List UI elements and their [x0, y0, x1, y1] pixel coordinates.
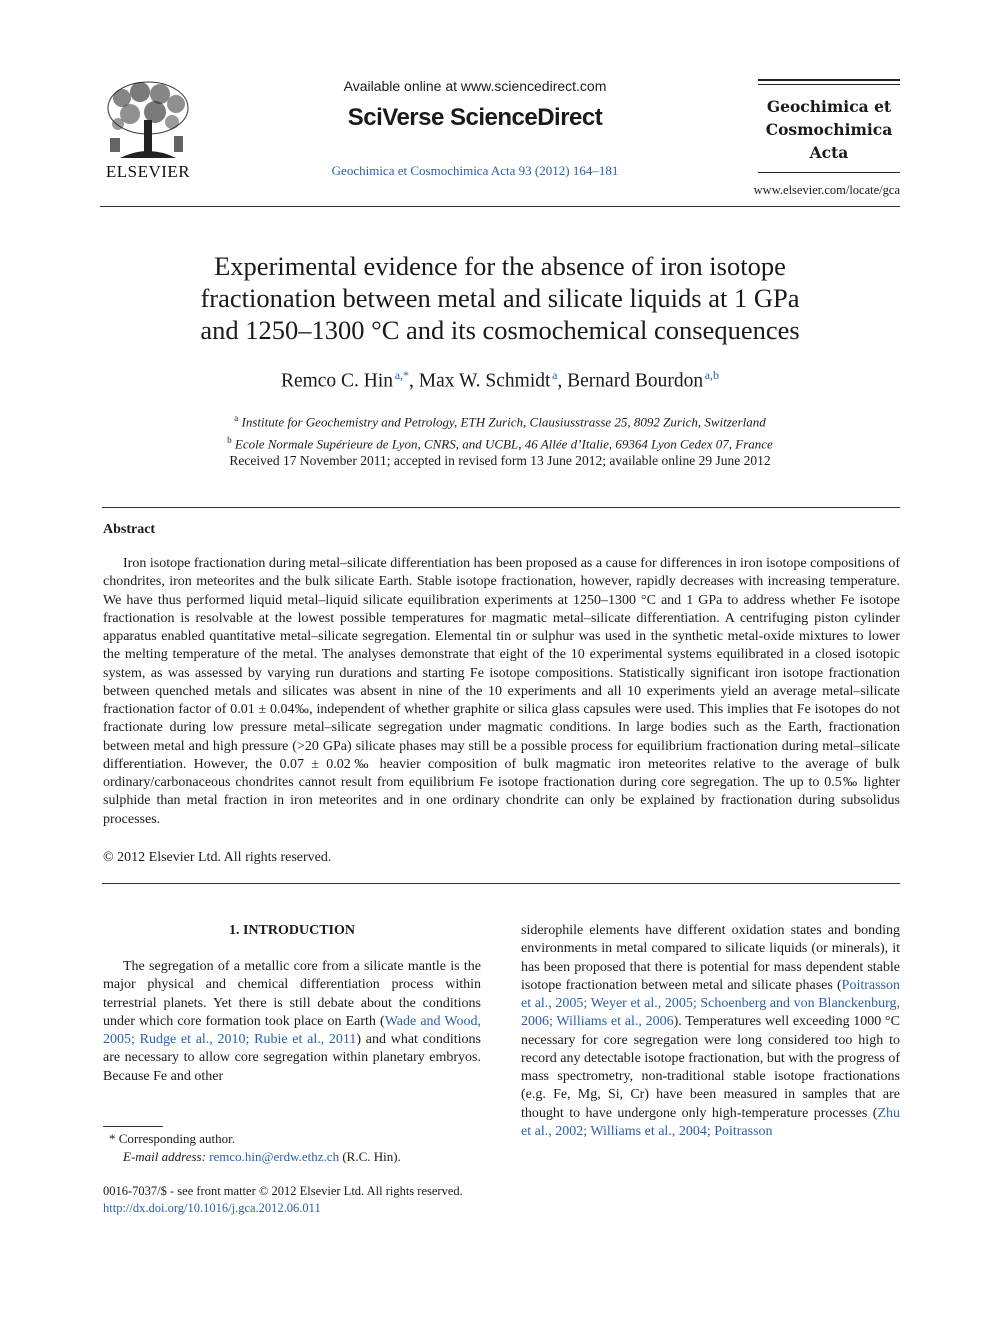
journal-box-rule — [758, 79, 900, 81]
journal-name-line: Geochimica et — [766, 97, 892, 116]
abstract-top-divider — [102, 507, 900, 508]
email-label: E-mail address: — [123, 1149, 206, 1164]
affiliation-text: Institute for Geochemistry and Petrology, ETH Zurich, Clausiusstrasse 25, 8092 Zurich, Switzerland — [241, 414, 766, 430]
abstract-heading: Abstract — [103, 522, 156, 537]
journal-name-line: Acta — [809, 143, 849, 162]
tree-icon — [100, 78, 196, 162]
platform-name: SciVerse ScienceDirect — [347, 104, 603, 131]
journal-url[interactable]: www.elsevier.com/locate/gca — [753, 183, 900, 197]
author-affil-sup[interactable]: a,* — [394, 368, 410, 382]
title-line: fractionation between metal and silicate liquids at 1 GPa — [200, 283, 800, 313]
author-list — [100, 368, 900, 393]
intro-text: siderophile elements have different oxidation states and bonding environments in metal compared to silicate liquids (or minerals), it has been proposed that there is potential for mass dependent stable isotope fractionation between metal and silicate phases ( — [521, 923, 900, 993]
email-line — [103, 1148, 481, 1166]
issn-line: 0016-7037/$ - see front matter © 2012 Elsevier Ltd. All rights reserved. — [103, 1184, 463, 1198]
section-heading-introduction: 1. INTRODUCTION — [228, 923, 355, 938]
journal-name — [746, 95, 912, 164]
journal-box-rule — [758, 172, 900, 173]
citation-link[interactable]: Zhu et al., 2002; Williams et al., 2004; Poitrasson — [521, 1105, 900, 1139]
intro-text: The segregation of a metallic core from a silicate mantle is the major physical and chemical differentiation process within terrestrial planets. Yet there is still debate about the conditions under which core formation took place on Earth ( — [103, 959, 481, 1029]
corresponding-author-footnote — [103, 1130, 481, 1166]
title-line: and 1250–1300 °C and its cosmochemical consequences — [200, 315, 800, 345]
author-separator: , — [409, 370, 419, 392]
intro-paragraph-left — [103, 958, 481, 1086]
affiliations — [100, 409, 900, 454]
author-affil-sup[interactable]: a — [552, 368, 558, 382]
available-online-text: Available online at www.sciencedirect.com — [343, 78, 607, 94]
publisher-wordmark: ELSEVIER — [105, 162, 191, 181]
author-name[interactable]: Bernard Bourdon — [567, 370, 704, 392]
affiliation-item — [100, 431, 900, 453]
author-name[interactable]: Max W. Schmidt — [418, 370, 551, 392]
email-link[interactable]: remco.hin@erdw.ethz.ch — [209, 1149, 340, 1164]
footnote-rule — [103, 1126, 163, 1127]
abstract-text: Iron isotope fractionation during metal–silicate differentiation has been proposed as a cause for differences in iron isotope compositions of chondrites, iron meteorites and the bulk silicate Earth. Stable isotope fractionation, however, rapidly decreases with increasing temperature. We have thus performed liquid metal–liquid silicate equilibration experiments at 1250–1300 °C and 1 GPa to address whether Fe isotope fractionation is resolvable at the lowest possible temperatures for magmatic metal–silicate differentiation. A centrifuging piston cylinder apparatus enabled quantitative metal–silicate segregation. Elemental tin or sulphur was used in the synthetic metal-oxide mixtures to lower the melting temperature of the metal. The analyses demonstrate that eight of the 10 experimental systems equilibrated in a closed isotopic system, as was assessed by varying run durations and starting Fe isotope compositions. Statistically significant iron isotope fractionation between quenched metals and silicates was absent in nine of the 10 experiments and all 10 experiments yield an average metal–silicate fractionation factor of 0.01 ± 0.04‰, independent of whether graphite or silica glass capsules were used. This implies that Fe isotopes do not fractionate during low pressure metal–silicate segregation under magmatic conditions. In large bodies such as the Earth, fractionation between metal and high pressure (>20 GPa) silicate phases may still be a possible process for equilibrium fractionation during metal–silicate differentiation. However, the 0.07 ± 0.02‰ heavier composition of bulk magmatic iron meteorites relative to the average of bulk ordinary/carbonaceous chondrites cannot result from equilibrium Fe isotope fractionation during core segregation. The up to 0.5‰ lighter sulphide than metal fraction in iron meteorites and in one ordinary chondrite can only be explained by fractionation during subsolidus processes. — [103, 556, 900, 827]
affiliation-sup: b — [227, 435, 232, 446]
title-line: Experimental evidence for the absence of iron isotope — [214, 251, 786, 281]
article-title — [110, 250, 890, 346]
author-name[interactable]: Remco C. Hin — [280, 370, 394, 392]
email-suffix: (R.C. Hin). — [339, 1149, 401, 1164]
abstract-bottom-divider — [102, 883, 900, 884]
intro-text: ) and what conditions are necessary to allow core segregation within planetary embryos. Because Fe and other — [103, 1032, 481, 1084]
article-dates: Received 17 November 2011; accepted in revised form 13 June 2012; available online 29 June 2012 — [229, 453, 771, 468]
intro-text: ). Temperatures well exceeding 1000 °C necessary for core segregation were long considered too high to record any detectable isotope fractionation, but with the progress of mass spectrometry, non-traditional stable isotope fractionations (e.g. Fe, Mg, Si, Cr) have been measured in samples that are thought to have undergone only high-temperature processes ( — [521, 1014, 900, 1121]
header-divider — [100, 206, 900, 207]
journal-reference-link[interactable]: Geochimica et Cosmochimica Acta 93 (2012) 164–181 — [331, 163, 619, 178]
journal-name-line: Cosmochimica — [765, 120, 893, 139]
journal-box-rule — [758, 84, 900, 85]
affiliation-item — [100, 409, 900, 431]
front-matter — [103, 1183, 553, 1217]
affiliation-text: Ecole Normale Supérieure de Lyon, CNRS, and UCBL, 46 Allée d’Italie, 69364 Lyon Cedex 07, France — [234, 436, 773, 452]
doi-link[interactable]: http://dx.doi.org/10.1016/j.gca.2012.06.011 — [103, 1201, 321, 1215]
citation-link[interactable]: Poitrasson et al., 2005; Weyer et al., 2005; Schoenberg and von Blanckenburg, 2006; Williams et al., 2006 — [521, 977, 900, 1030]
author-affil-sup[interactable]: a,b — [704, 368, 720, 382]
author-separator: , — [557, 370, 568, 392]
corresponding-label: * Corresponding author. — [109, 1131, 236, 1146]
abstract-copyright: © 2012 Elsevier Ltd. All rights reserved. — [103, 850, 332, 865]
affiliation-sup: a — [234, 413, 239, 423]
citation-link[interactable]: Wade and Wood, 2005; Rudge et al., 2010; Rubie et al., 2011 — [103, 1013, 481, 1047]
intro-paragraph-right — [521, 922, 900, 1141]
